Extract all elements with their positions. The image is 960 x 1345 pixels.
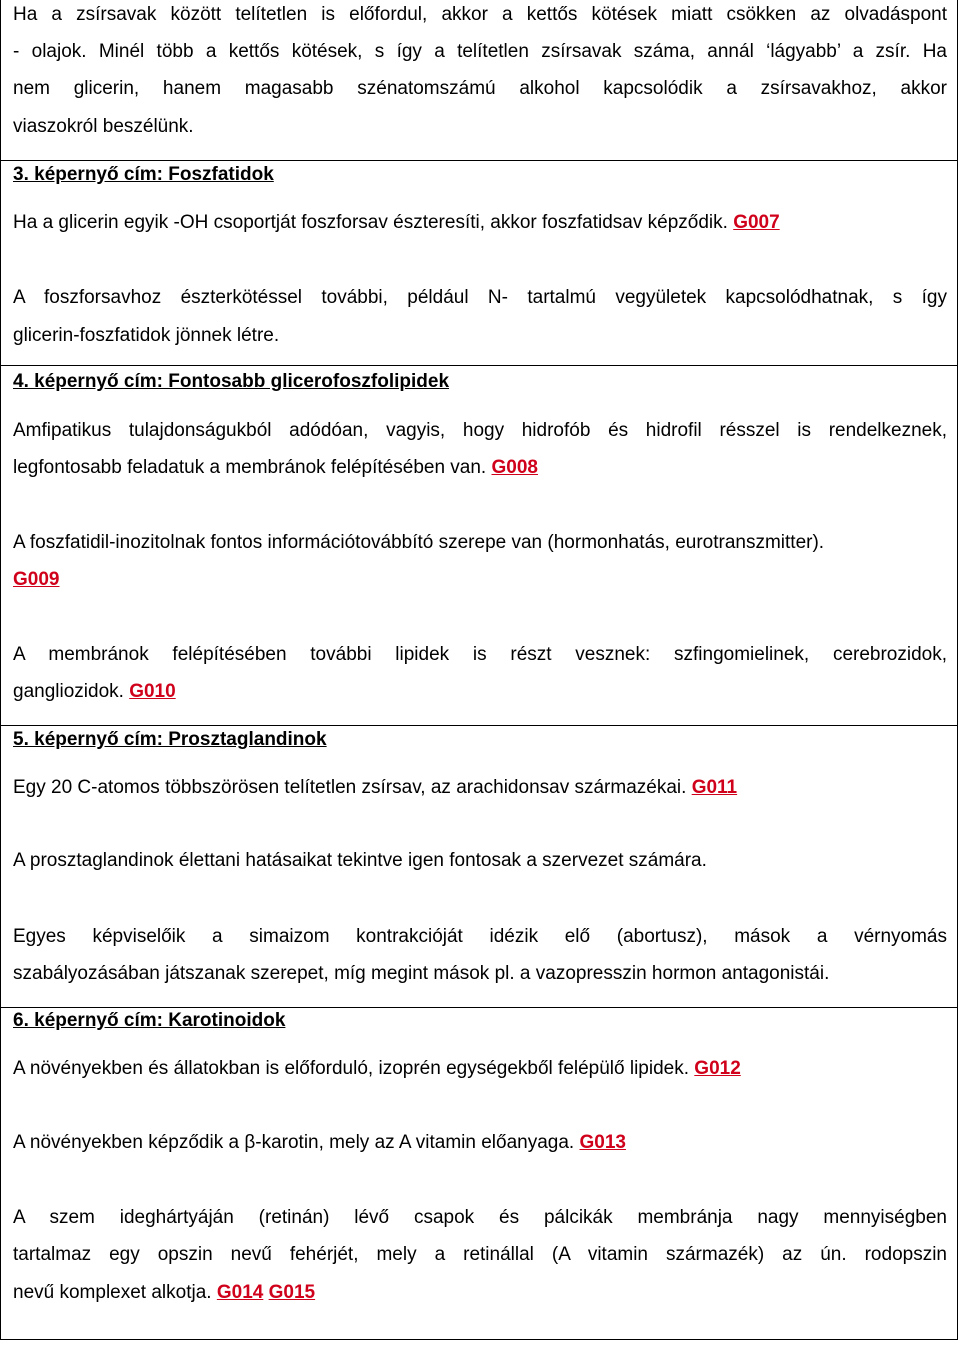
paragraph-text: gangliozidok. xyxy=(13,681,124,702)
paragraph-text: legfontosabb feladatuk a membránok felépítésében van. xyxy=(13,457,487,478)
paragraph-line: A foszfatidil-inozitolnak fontos információtovábbító szerepe van (hormonhatás, eurotranszmitter). xyxy=(13,532,825,553)
paragraph-line: Amfipatikus tulajdonságukból adódóan, vagyis, hogy hidrofób és hidrofil résszel is rendelkeznek, xyxy=(13,420,947,441)
glossary-link-g009[interactable]: G009 xyxy=(13,569,60,590)
paragraph-text: Egy 20 C-atomos többszörösen telítetlen zsírsav, az arachidonsav származékai. xyxy=(13,777,687,798)
section-heading: 4. képernyő cím: Fontosabb glicerofoszfolipidek xyxy=(13,371,450,392)
paragraph-line: Ha a zsírsavak között telítetlen is előfordul, akkor a kettős kötések miatt csökken az olvadáspont xyxy=(13,4,947,25)
paragraph-line: glicerin-foszfatidok jönnek létre. xyxy=(13,325,280,346)
glossary-link-g015[interactable]: G015 xyxy=(268,1282,316,1303)
paragraph xyxy=(13,211,947,235)
paragraph xyxy=(13,568,947,592)
paragraph xyxy=(13,776,947,800)
paragraph xyxy=(13,1281,947,1305)
paragraph-line: A foszforsavhoz észterkötéssel további, például N- tartalmú vegyületek kapcsolódhatnak, s így xyxy=(13,287,947,308)
paragraph-line: szabályozásában játszanak szerepet, míg megint mások pl. a vazopresszin hormon antagonistái. xyxy=(13,963,830,984)
glossary-link-g014[interactable]: G014 xyxy=(216,1282,264,1303)
paragraph-line: nem glicerin, hanem magasabb szénatomszámú alkohol kapcsolódik a zsírsavakhoz, akkor xyxy=(13,78,947,99)
glossary-link-g008[interactable]: G008 xyxy=(491,457,538,478)
paragraph-text: Ha a glicerin egyik -OH csoportját foszforsav észteresíti, akkor foszfatidsav képződik. xyxy=(13,212,728,233)
section-heading: 3. képernyő cím: Foszfatidok xyxy=(13,164,274,185)
section-4 xyxy=(1,365,957,726)
paragraph-line: viaszokról beszélünk. xyxy=(13,116,194,137)
paragraph-text: A növényekben képződik a β-karotin, mely az A vitamin előanyaga. xyxy=(13,1132,575,1153)
paragraph-text: nevű komplexet alkotja. xyxy=(13,1282,212,1303)
paragraph-line: tartalmaz egy opszin nevű fehérjét, mely a retinállal (A vitamin származék) az ún. rodopszin xyxy=(13,1244,947,1265)
paragraph xyxy=(13,680,947,704)
section-heading: 5. képernyő cím: Prosztaglandinok xyxy=(13,729,327,750)
glossary-link-g007[interactable]: G007 xyxy=(733,212,780,233)
section-prev xyxy=(1,0,957,160)
section-heading: 6. képernyő cím: Karotinoidok xyxy=(13,1010,286,1031)
glossary-link-g012[interactable]: G012 xyxy=(694,1058,741,1079)
paragraph-line: Egyes képviselőik a simaizom kontrakcióját idézik elő (abortusz), mások a vérnyomás xyxy=(13,926,947,947)
glossary-link-g010[interactable]: G010 xyxy=(129,681,176,702)
paragraph xyxy=(13,1057,947,1081)
paragraph-line: A prosztaglandinok élettani hatásaikat tekintve igen fontosak a szervezet számára. xyxy=(13,850,707,871)
glossary-link-g013[interactable]: G013 xyxy=(579,1132,626,1153)
section-3 xyxy=(1,160,957,366)
paragraph xyxy=(13,1131,947,1155)
paragraph-text: A növényekben és állatokban is előforduló, izoprén egységekből felépülő lipidek. xyxy=(13,1058,690,1079)
paragraph-line: A szem ideghártyáján (retinán) lévő csapok és pálcikák membránja nagy mennyiségben xyxy=(13,1207,947,1228)
paragraph-line: - olajok. Minél több a kettős kötések, s így a telítetlen zsírsavak száma, annál ‘lágyabb’ a zsír. Ha xyxy=(13,41,947,62)
section-5 xyxy=(1,725,957,1008)
glossary-link-g011[interactable]: G011 xyxy=(691,777,738,798)
paragraph-line: A membránok felépítésében további lipidek is részt vesznek: szfingomielinek, cerebrozidok, xyxy=(13,644,947,665)
section-6 xyxy=(1,1007,957,1341)
paragraph xyxy=(13,456,947,480)
